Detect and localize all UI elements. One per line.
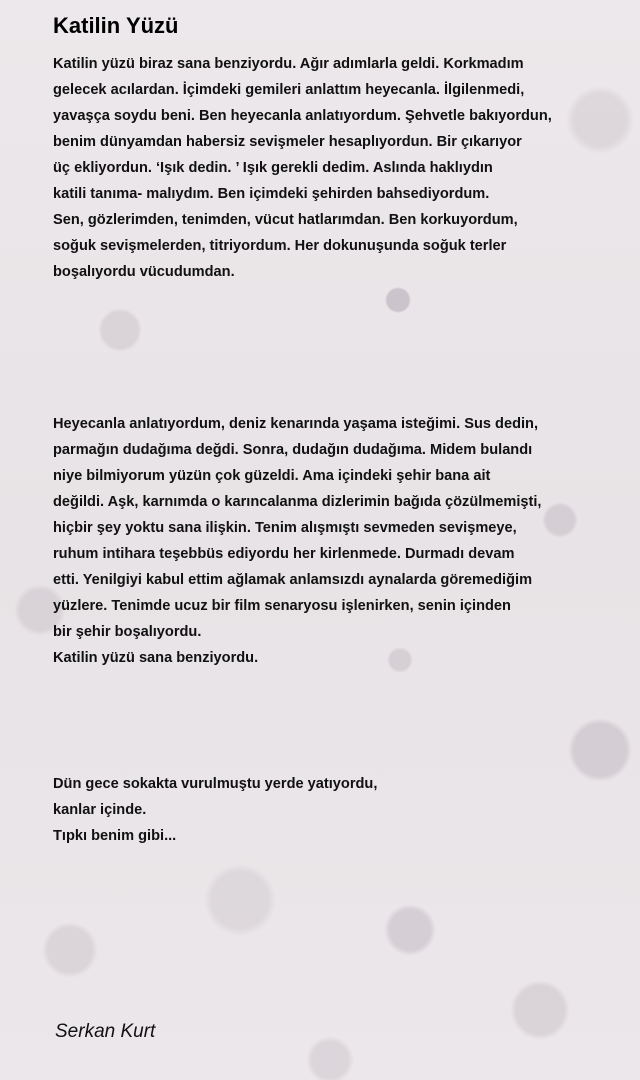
- poem-line: etti. Yenilgiyi kabul ettim ağlamak anlamsızdı aynalarda göremediğim: [53, 572, 533, 588]
- poem-line: boşalıyordu vücudumdan.: [53, 264, 235, 280]
- stanza-1: [53, 51, 633, 285]
- poem-line: benim dünyamdan habersiz sevişmeler hesaplıyordun. Bir çıkarıyor: [53, 134, 522, 150]
- poem-line: Sen, gözlerimden, tenimden, vücut hatlarımdan. Ben korkuyordum,: [53, 212, 518, 228]
- poem-line: ruhum intihara teşebbüs ediyordu her kirlenmede. Durmadı devam: [53, 546, 515, 562]
- poem-line: Katilin yüzü biraz sana benziyordu. Ağır adımlarla geldi. Korkmadım: [53, 56, 524, 72]
- poem-line: yavaşça soydu beni. Ben heyecanla anlatıyordum. Şehvetle bakıyordun,: [53, 108, 552, 124]
- poem-line: Dün gece sokakta vurulmuştu yerde yatıyordu,: [53, 776, 378, 792]
- poem-line: bir şehir boşalıyordu.: [53, 624, 202, 640]
- poem-line: Tıpkı benim gibi...: [53, 828, 177, 844]
- poem-line: kanlar içinde.: [53, 802, 147, 818]
- poem-title: Katilin Yüzü: [53, 13, 179, 38]
- poem-author: Serkan Kurt: [55, 1021, 156, 1042]
- stanza-3: [53, 771, 633, 849]
- poem-line: katili tanıma- malıydım. Ben içimdeki şehirden bahsediyordum.: [53, 186, 490, 202]
- poem-line: yüzlere. Tenimde ucuz bir film senaryosu işlenirken, senin içinden: [53, 598, 511, 614]
- poem-line: Katilin yüzü sana benziyordu.: [53, 650, 259, 666]
- poem-line: parmağın dudağıma değdi. Sonra, dudağın dudağıma. Midem bulandı: [53, 442, 533, 458]
- stanza-2: [53, 411, 633, 671]
- poem-line: Heyecanla anlatıyordum, deniz kenarında yaşama isteğimi. Sus dedin,: [53, 416, 539, 432]
- poem-line: soğuk sevişmelerden, titriyordum. Her dokunuşunda soğuk terler: [53, 238, 507, 254]
- poem-line: üç ekliyordun. ‘Işık dedin. ’ Işık gerekli dedim. Aslında haklıydın: [53, 160, 493, 176]
- poem-line: hiçbir şey yoktu sana ilişkin. Tenim alışmıştı sevmeden sevişmeye,: [53, 520, 517, 536]
- poem-line: değildi. Aşk, karnımda o karıncalanma dizlerimin bağıda çözülmemişti,: [53, 494, 542, 510]
- poem-line: niye bilmiyorum yüzün çok güzeldi. Ama içindeki şehir bana ait: [53, 468, 491, 484]
- poem-line: gelecek acılardan. İçimdeki gemileri anlattım heyecanla. İlgilenmedi,: [53, 82, 525, 98]
